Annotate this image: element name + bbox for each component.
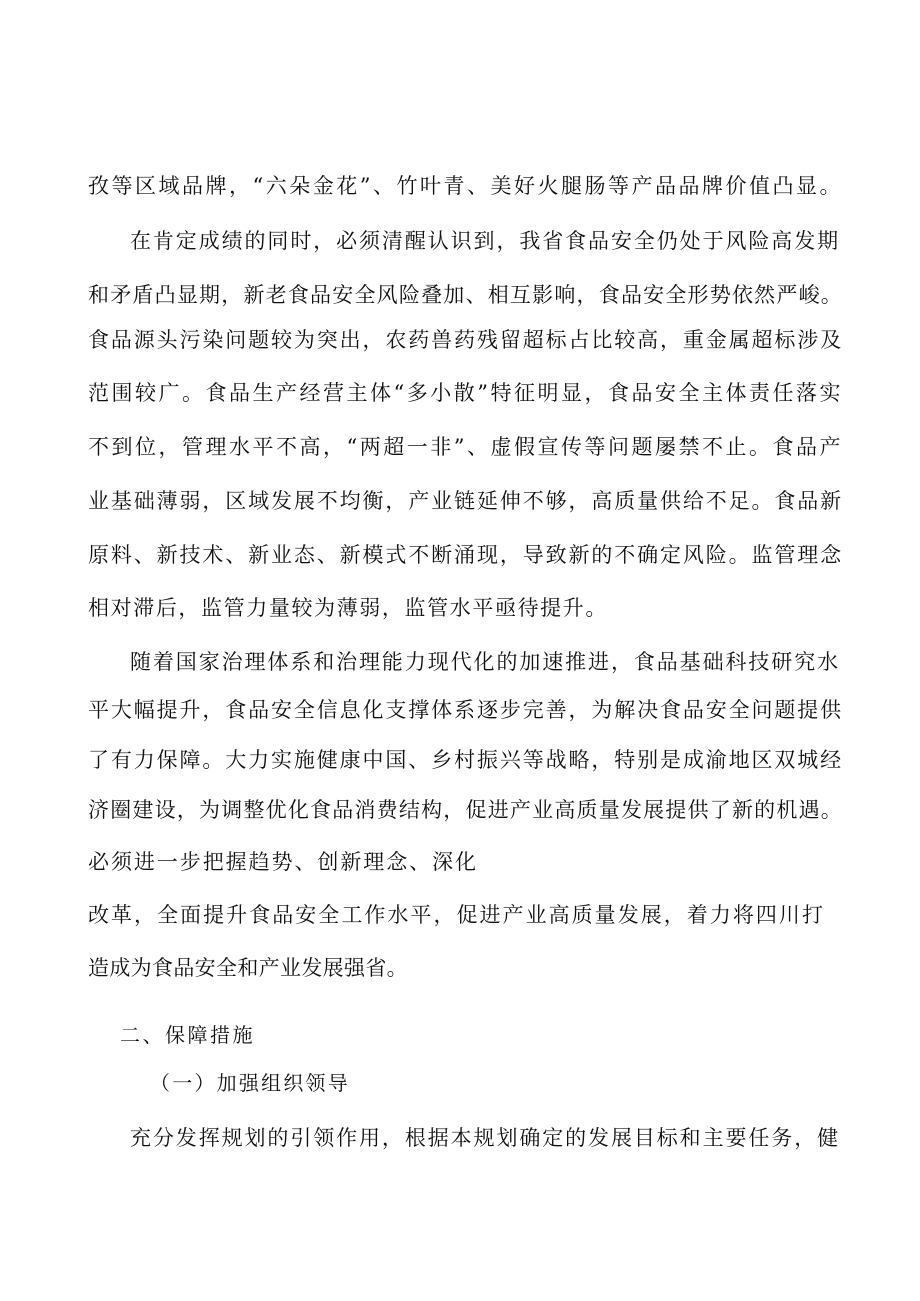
paragraph-2-line-8: 相对滞后，监管力量较为薄弱，监管水平亟待提升。 <box>88 596 608 620</box>
subsection-heading: （一）加强组织领导 <box>150 1071 350 1095</box>
paragraph-2-line-6: 业基础薄弱，区域发展不均衡，产业链延伸不够，高质量供给不足。食品新 <box>88 489 843 513</box>
paragraph-3-line-5: 必须进一步把握趋势、创新理念、深化 <box>88 850 478 874</box>
paragraph-3-line-7: 造成为食品安全和产业发展强省。 <box>88 956 408 980</box>
paragraph-2-line-1: 在肯定成绩的同时，必须清醒认识到，我省食品安全仍处于风险高发期 <box>130 229 840 253</box>
paragraph-3-line-2: 平大幅提升，食品安全信息化支撑体系逐步完善，为解决食品安全问题提供 <box>88 698 843 722</box>
paragraph-2-line-2: 和矛盾凸显期，新老食品安全风险叠加、相互影响，食品安全形势依然严峻。 <box>88 283 843 307</box>
paragraph-3-line-3: 了有力保障。大力实施健康中国、乡村振兴等战略，特别是成渝地区双城经 <box>88 748 843 772</box>
paragraph-3-line-6: 改革，全面提升食品安全工作水平，促进产业高质量发展，着力将四川打 <box>88 903 825 927</box>
text-line-1: 孜等区域品牌，“六朵金花”、竹叶青、美好火腿肠等产品品牌价值凸显。 <box>88 174 843 198</box>
paragraph-3-line-1: 随着国家治理体系和治理能力现代化的加速推进，食品基础科技研究水 <box>130 650 840 674</box>
paragraph-2-line-5: 不到位，管理水平不高，“两超一非”、虚假宣传等问题屡禁不止。食品产 <box>88 435 843 459</box>
paragraph-4-line-1: 充分发挥规划的引领作用，根据本规划确定的发展目标和主要任务，健 <box>130 1126 840 1150</box>
paragraph-2-line-7: 原料、新技术、新业态、新模式不断涌现，导致新的不确定风险。监管理念 <box>88 543 843 567</box>
section-heading: 二、保障措施 <box>120 1023 255 1047</box>
paragraph-2-line-4: 范围较广。食品生产经营主体“多小散”特征明显，食品安全主体责任落实 <box>88 381 843 405</box>
paragraph-3-line-4: 济圈建设，为调整优化食品消费结构，促进产业高质量发展提供了新的机遇。 <box>88 798 843 822</box>
paragraph-2-line-3: 食品源头污染问题较为突出，农药兽药残留超标占比较高，重金属超标涉及 <box>88 328 843 352</box>
